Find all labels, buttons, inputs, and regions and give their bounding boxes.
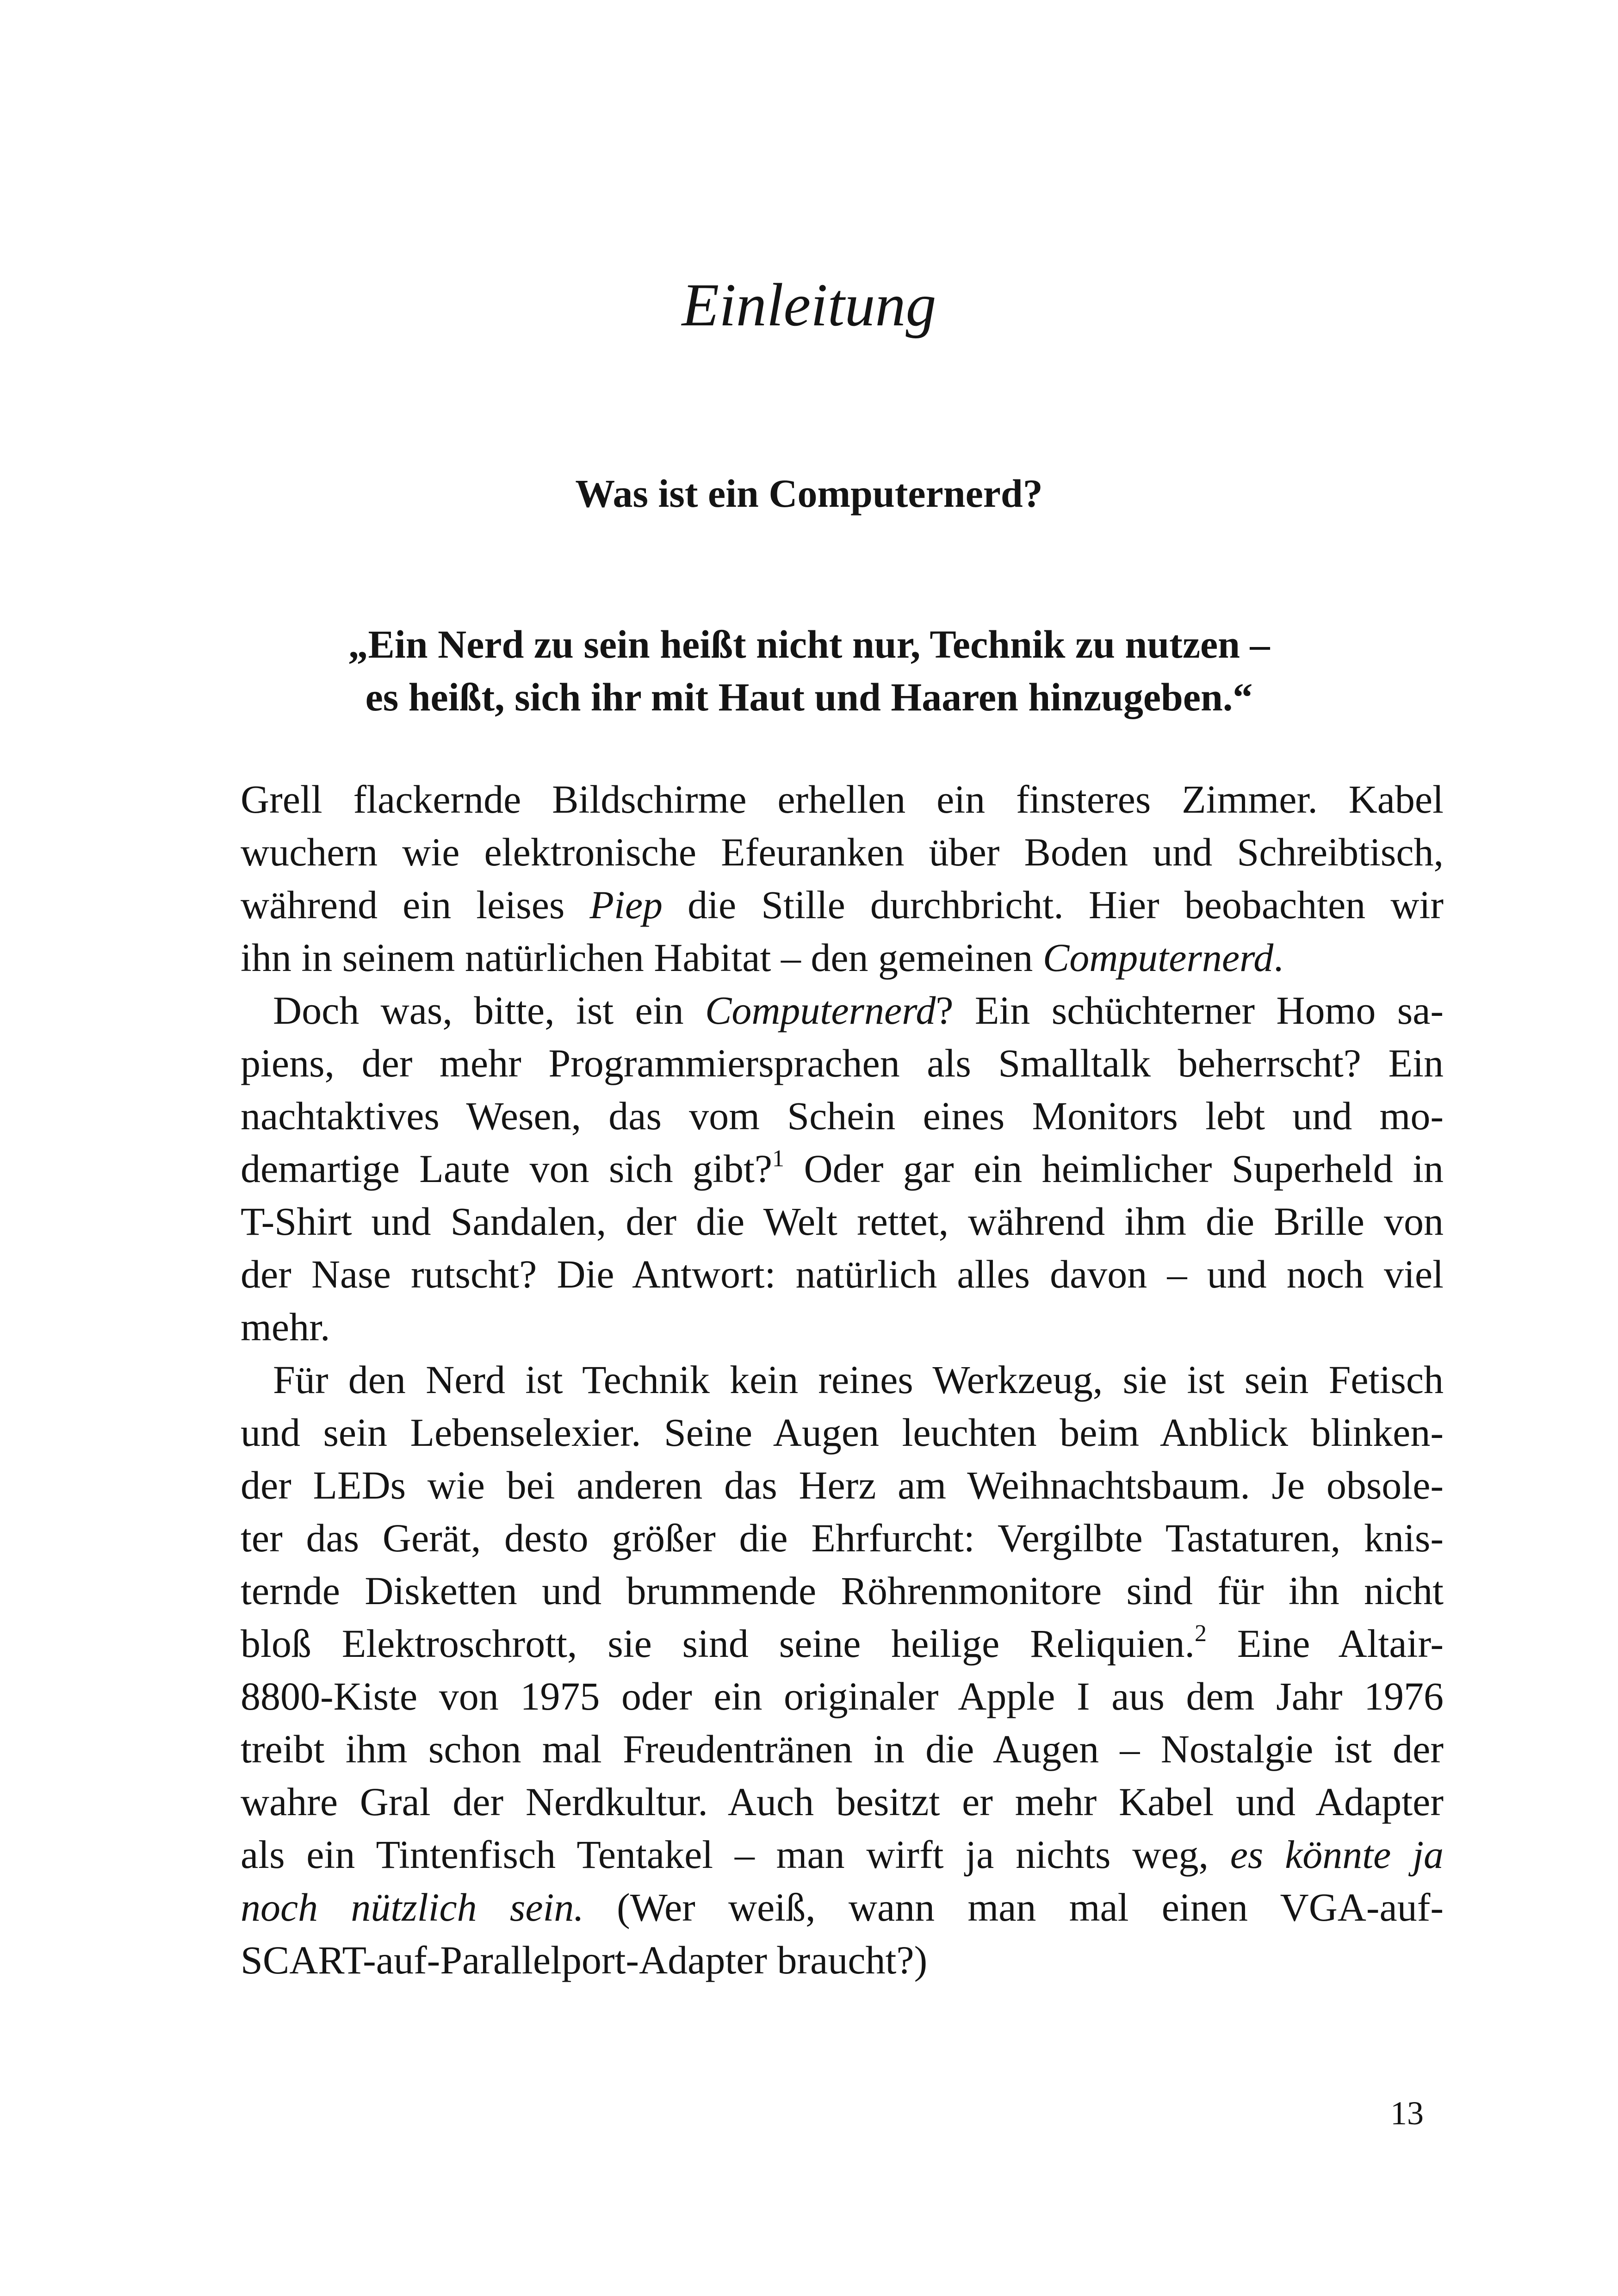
text-line: Doch was, bitte, ist ein Computernerd? Ein schüchterner Homo sa- <box>273 988 1444 1033</box>
text-line: wuchern wie elektronische Efeuranken über Boden und Schreibtisch, <box>241 830 1444 874</box>
text-line: ter das Gerät, desto größer die Ehrfurcht: Vergilbte Tastaturen, knis- <box>241 1516 1444 1560</box>
text-line: demartige Laute von sich gibt?$^1$ Oder gar ein heimlicher Superheld in <box>241 1145 1444 1191</box>
text-line: bloß Elektroschrott, sie sind seine heilige Reliquien.$^2$ Eine Altair- <box>241 1620 1444 1666</box>
emphasis: Computernerd <box>705 988 936 1033</box>
epigraph-quote <box>0 618 1618 723</box>
text-line: Grell flackernde Bildschirme erhellen ein finsteres Zimmer. Kabel <box>241 777 1444 821</box>
emphasis: Piep <box>589 883 663 927</box>
text-line: ihn in seinem natürlichen Habitat – den gemeinen Computernerd. <box>241 935 1283 980</box>
text-line: der LEDs wie bei anderen das Herz am Weihnachtsbaum. Je obsole- <box>241 1463 1444 1507</box>
epigraph-line: „Ein Nerd zu sein heißt nicht nur, Technik zu nutzen – <box>348 622 1270 666</box>
text-line: nachtaktives Wesen, das vom Schein eines Monitors lebt und mo- <box>241 1094 1444 1138</box>
text-line: wahre Gral der Nerdkultur. Auch besitzt er mehr Kabel und Adapter <box>241 1780 1444 1824</box>
text-line: treibt ihm schon mal Freudentränen in die Augen – Nostalgie ist der <box>241 1727 1444 1771</box>
epigraph-line: es heißt, sich ihr mit Haut und Haaren hinzugeben.“ <box>365 675 1253 719</box>
text-line: piens, der mehr Programmiersprachen als Smalltalk beherrscht? Ein <box>241 1041 1444 1085</box>
text-line: Für den Nerd ist Technik kein reines Werkzeug, sie ist sein Fetisch <box>273 1357 1444 1402</box>
footnote-marker[interactable]: 1 <box>772 1145 785 1172</box>
text-line: ternde Disketten und brummende Röhrenmonitore sind für ihn nicht <box>241 1568 1444 1613</box>
footnote-marker[interactable]: 2 <box>1195 1620 1207 1647</box>
chapter-title: Einleitung <box>682 271 936 339</box>
text-line: als ein Tintenfisch Tentakel – man wirft ja nichts weg, es könnte ja <box>241 1832 1444 1877</box>
text-line: 8800-Kiste von 1975 oder ein originaler Apple I aus dem Jahr 1976 <box>241 1674 1444 1718</box>
emphasis: Computernerd <box>1042 935 1274 980</box>
text-line: mehr. <box>241 1305 330 1349</box>
body-text <box>241 773 1444 1986</box>
text-line: während ein leises Piep die Stille durchbricht. Hier beobachten wir <box>241 883 1444 927</box>
text-line: T-Shirt und Sandalen, der die Welt rettet, während ihm die Brille von <box>241 1199 1444 1244</box>
emphasis: noch nützlich sein. <box>241 1885 584 1929</box>
emphasis: es könnte ja <box>1230 1832 1444 1877</box>
text-line: SCART-auf-Parallelport-Adapter braucht?) <box>241 1938 928 1982</box>
text-line: der Nase rutscht? Die Antwort: natürlich alles davon – und noch viel <box>241 1252 1444 1296</box>
text-line: und sein Lebenselexier. Seine Augen leuchten beim Anblick blinken- <box>241 1410 1444 1455</box>
text-line: noch nützlich sein. (Wer weiß, wann man mal einen VGA-auf- <box>241 1885 1444 1929</box>
page-number: 13 <box>1390 2095 1424 2132</box>
section-title: Was ist ein Computernerd? <box>575 471 1043 516</box>
